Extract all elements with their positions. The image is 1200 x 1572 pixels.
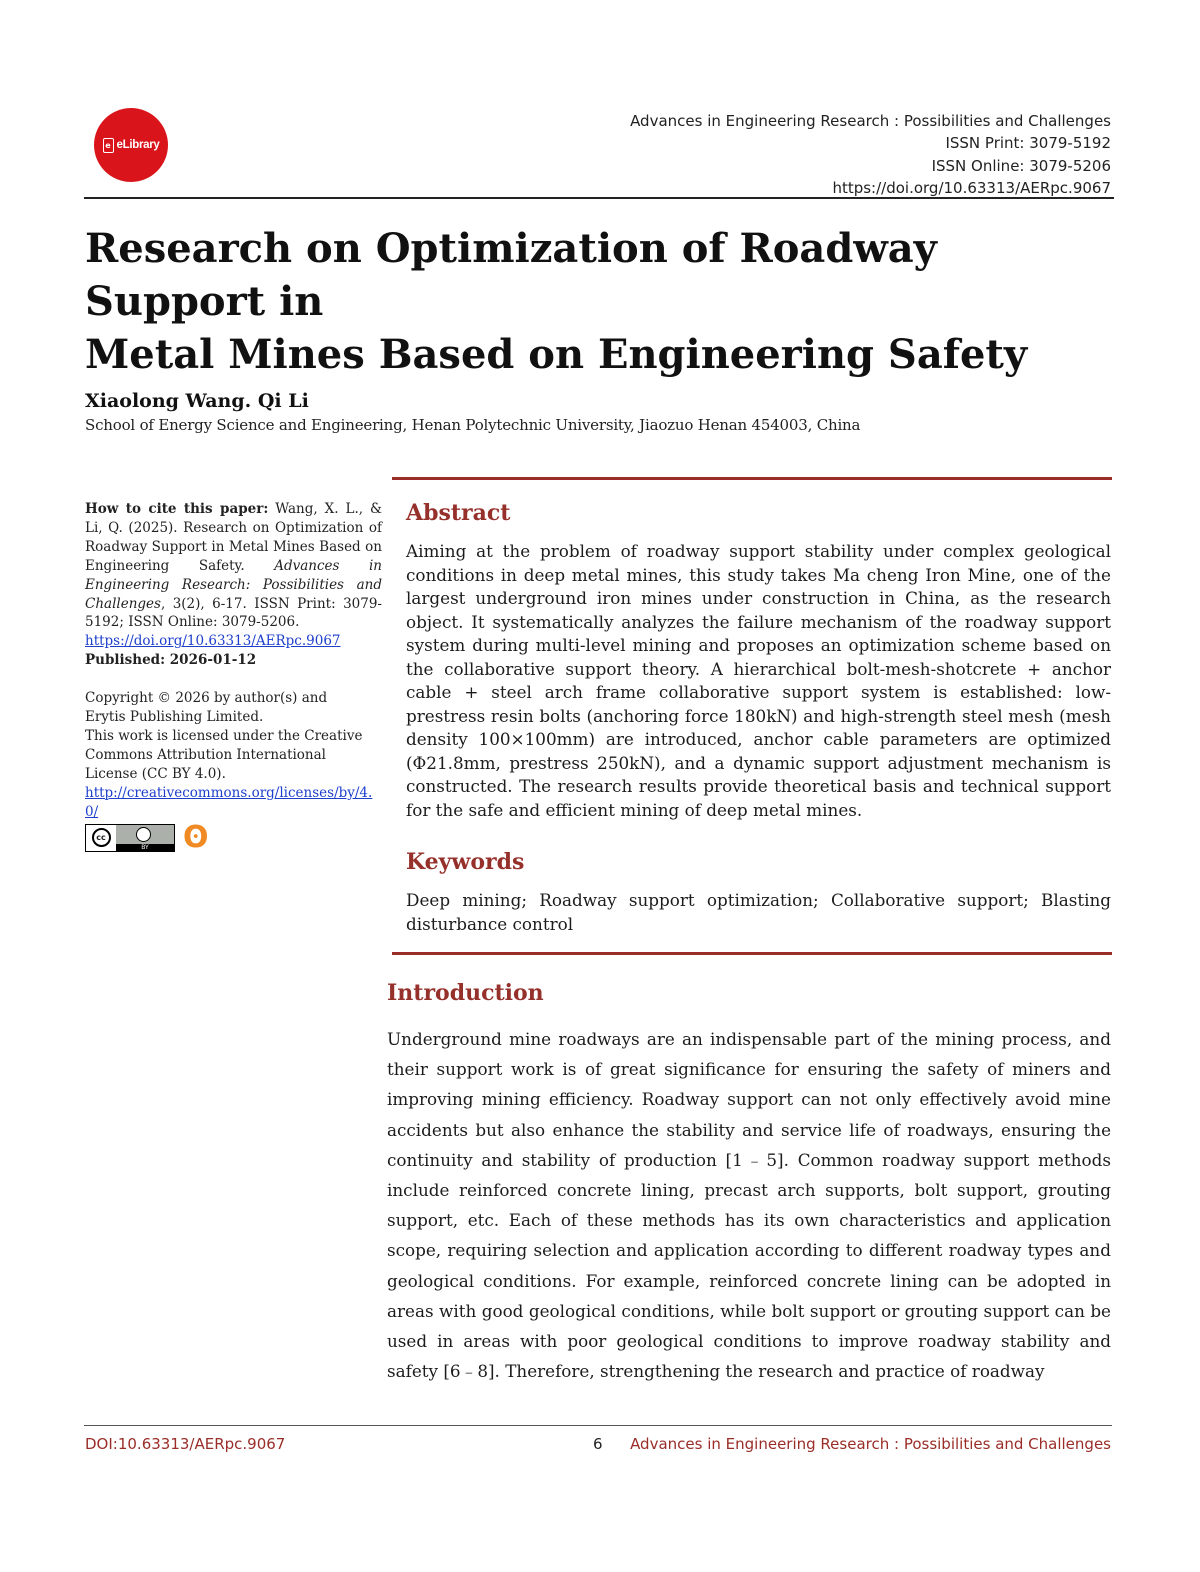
page-number: 6: [593, 1435, 603, 1453]
title-line-1: Research on Optimization of Roadway Support in: [85, 225, 937, 325]
copyright-line-2: Erytis Publishing Limited.: [85, 709, 264, 726]
title-line-2: Metal Mines Based on Engineering Safety: [85, 331, 1028, 378]
cite-label: How to cite this paper:: [85, 501, 269, 517]
journal-name: Advances in Engineering Research : Possibilities and Challenges: [630, 112, 1111, 130]
citation-block: [85, 500, 382, 632]
keywords-heading: Keywords: [406, 849, 525, 875]
issn-print: ISSN Print: 3079-5192: [945, 134, 1111, 153]
cite-text: Wang, X. L., & Li, Q. (2025). Research on Optimization of Roadway Support in Metal Mines Based on Engineering Safety.: [85, 501, 383, 574]
keywords-bottom-divider: [392, 952, 1112, 955]
abstract-heading: Abstract: [406, 500, 511, 526]
cite-doi-link[interactable]: https://doi.org/10.63313/AERpc.9067: [85, 633, 341, 650]
introduction-heading: Introduction: [387, 980, 544, 1006]
by-label: BY: [116, 844, 174, 851]
attribution-icon: [136, 827, 151, 842]
paper-title: [85, 222, 1125, 381]
book-icon: e: [103, 138, 114, 153]
license-line-3: License (CC BY 4.0).: [85, 765, 226, 782]
license-icons: [85, 819, 382, 855]
issn-online: ISSN Online: 3079-5206: [931, 156, 1111, 175]
abstract-top-divider: [392, 477, 1112, 480]
published-date: Published: 2026-01-12: [85, 652, 257, 669]
keywords-text: Deep mining; Roadway support optimization; Collaborative support; Blasting disturbance control: [406, 890, 1111, 934]
license-line-1: This work is licensed under the Creative: [85, 727, 363, 744]
open-access-icon: ʘ: [183, 819, 209, 855]
elibrary-logo: [94, 108, 168, 182]
footer-doi: DOI:10.63313/AERpc.9067: [85, 1435, 286, 1453]
authors: Xiaolong Wang. Qi Li: [85, 390, 309, 412]
doi-link[interactable]: https://doi.org/10.63313/AERpc.9067: [832, 178, 1111, 197]
cite-volume: , 3(2), 6-17. ISSN Print: 3079-5192; ISSN Online: 3079-5206.: [85, 595, 382, 631]
cc-by-badge[interactable]: [85, 824, 175, 852]
cc-icon: cc: [92, 828, 111, 847]
journal-info: [630, 110, 1111, 199]
abstract-text: Aiming at the problem of roadway support stability under complex geological conditions in deep metal mines, this study takes Ma cheng Iron Mine, one of the largest underground iron mines under construction in China, as the research object. It systematically analyzes the failure mechanism of the roadway support system during multi-level mining and proposes an optimization scheme based on the collaborative support theory. A hierarchical bolt-mesh-shotcrete + anchor cable + steel arch frame collaborative support system is established: low-prestress resin bolts (anchoring force 180kN) and high-strength steel mesh (mesh density 100×100mm) are introduced, anchor cable parameters are optimized (Φ21.8mm, prestress 250kN), and a dynamic support adjustment mechanism is constructed. The research results provide theoretical basis and technical support for the safe and efficient mining of deep metal mines.: [406, 541, 1111, 820]
introduction-text: Underground mine roadways are an indispensable part of the mining process, and their support work is of great significance for ensuring the safety of miners and improving mining efficiency. Roadway support can not only effectively avoid mine accidents but also enhance the stability and service life of roadways, ensuring the continuity and stability of production [1﹣5]. Common roadway support methods include reinforced concrete lining, precast arch supports, bolt support, grouting support, etc. Each of these methods has its own characteristics and application scope, requiring selection and application according to different roadway types and geological conditions. For example, reinforced concrete lining can be adopted in areas with good geological conditions, while bolt support or grouting support can be used in areas with poor geological conditions to improve roadway stability and safety [6﹣8]. Therefore, strengthening the research and practice of roadway: [387, 1029, 1111, 1382]
license-line-2: Commons Attribution International: [85, 746, 326, 763]
footer-divider: [84, 1425, 1112, 1426]
copyright-line-1: Copyright © 2026 by author(s) and: [85, 690, 328, 707]
logo-text: eLibrary: [116, 139, 160, 151]
cite-journal: Advances in Engineering Research: Possibilities and Challenges: [85, 557, 382, 612]
citation-sidebar: [85, 500, 383, 855]
header-divider: [84, 197, 1114, 199]
affiliation: School of Energy Science and Engineering, Henan Polytechnic University, Jiaozuo Henan 454003, China: [85, 416, 861, 434]
footer-journal: Advances in Engineering Research : Possibilities and Challenges: [630, 1435, 1111, 1453]
license-url-link[interactable]: http://creativecommons.org/licenses/by/4.0/: [85, 784, 373, 820]
